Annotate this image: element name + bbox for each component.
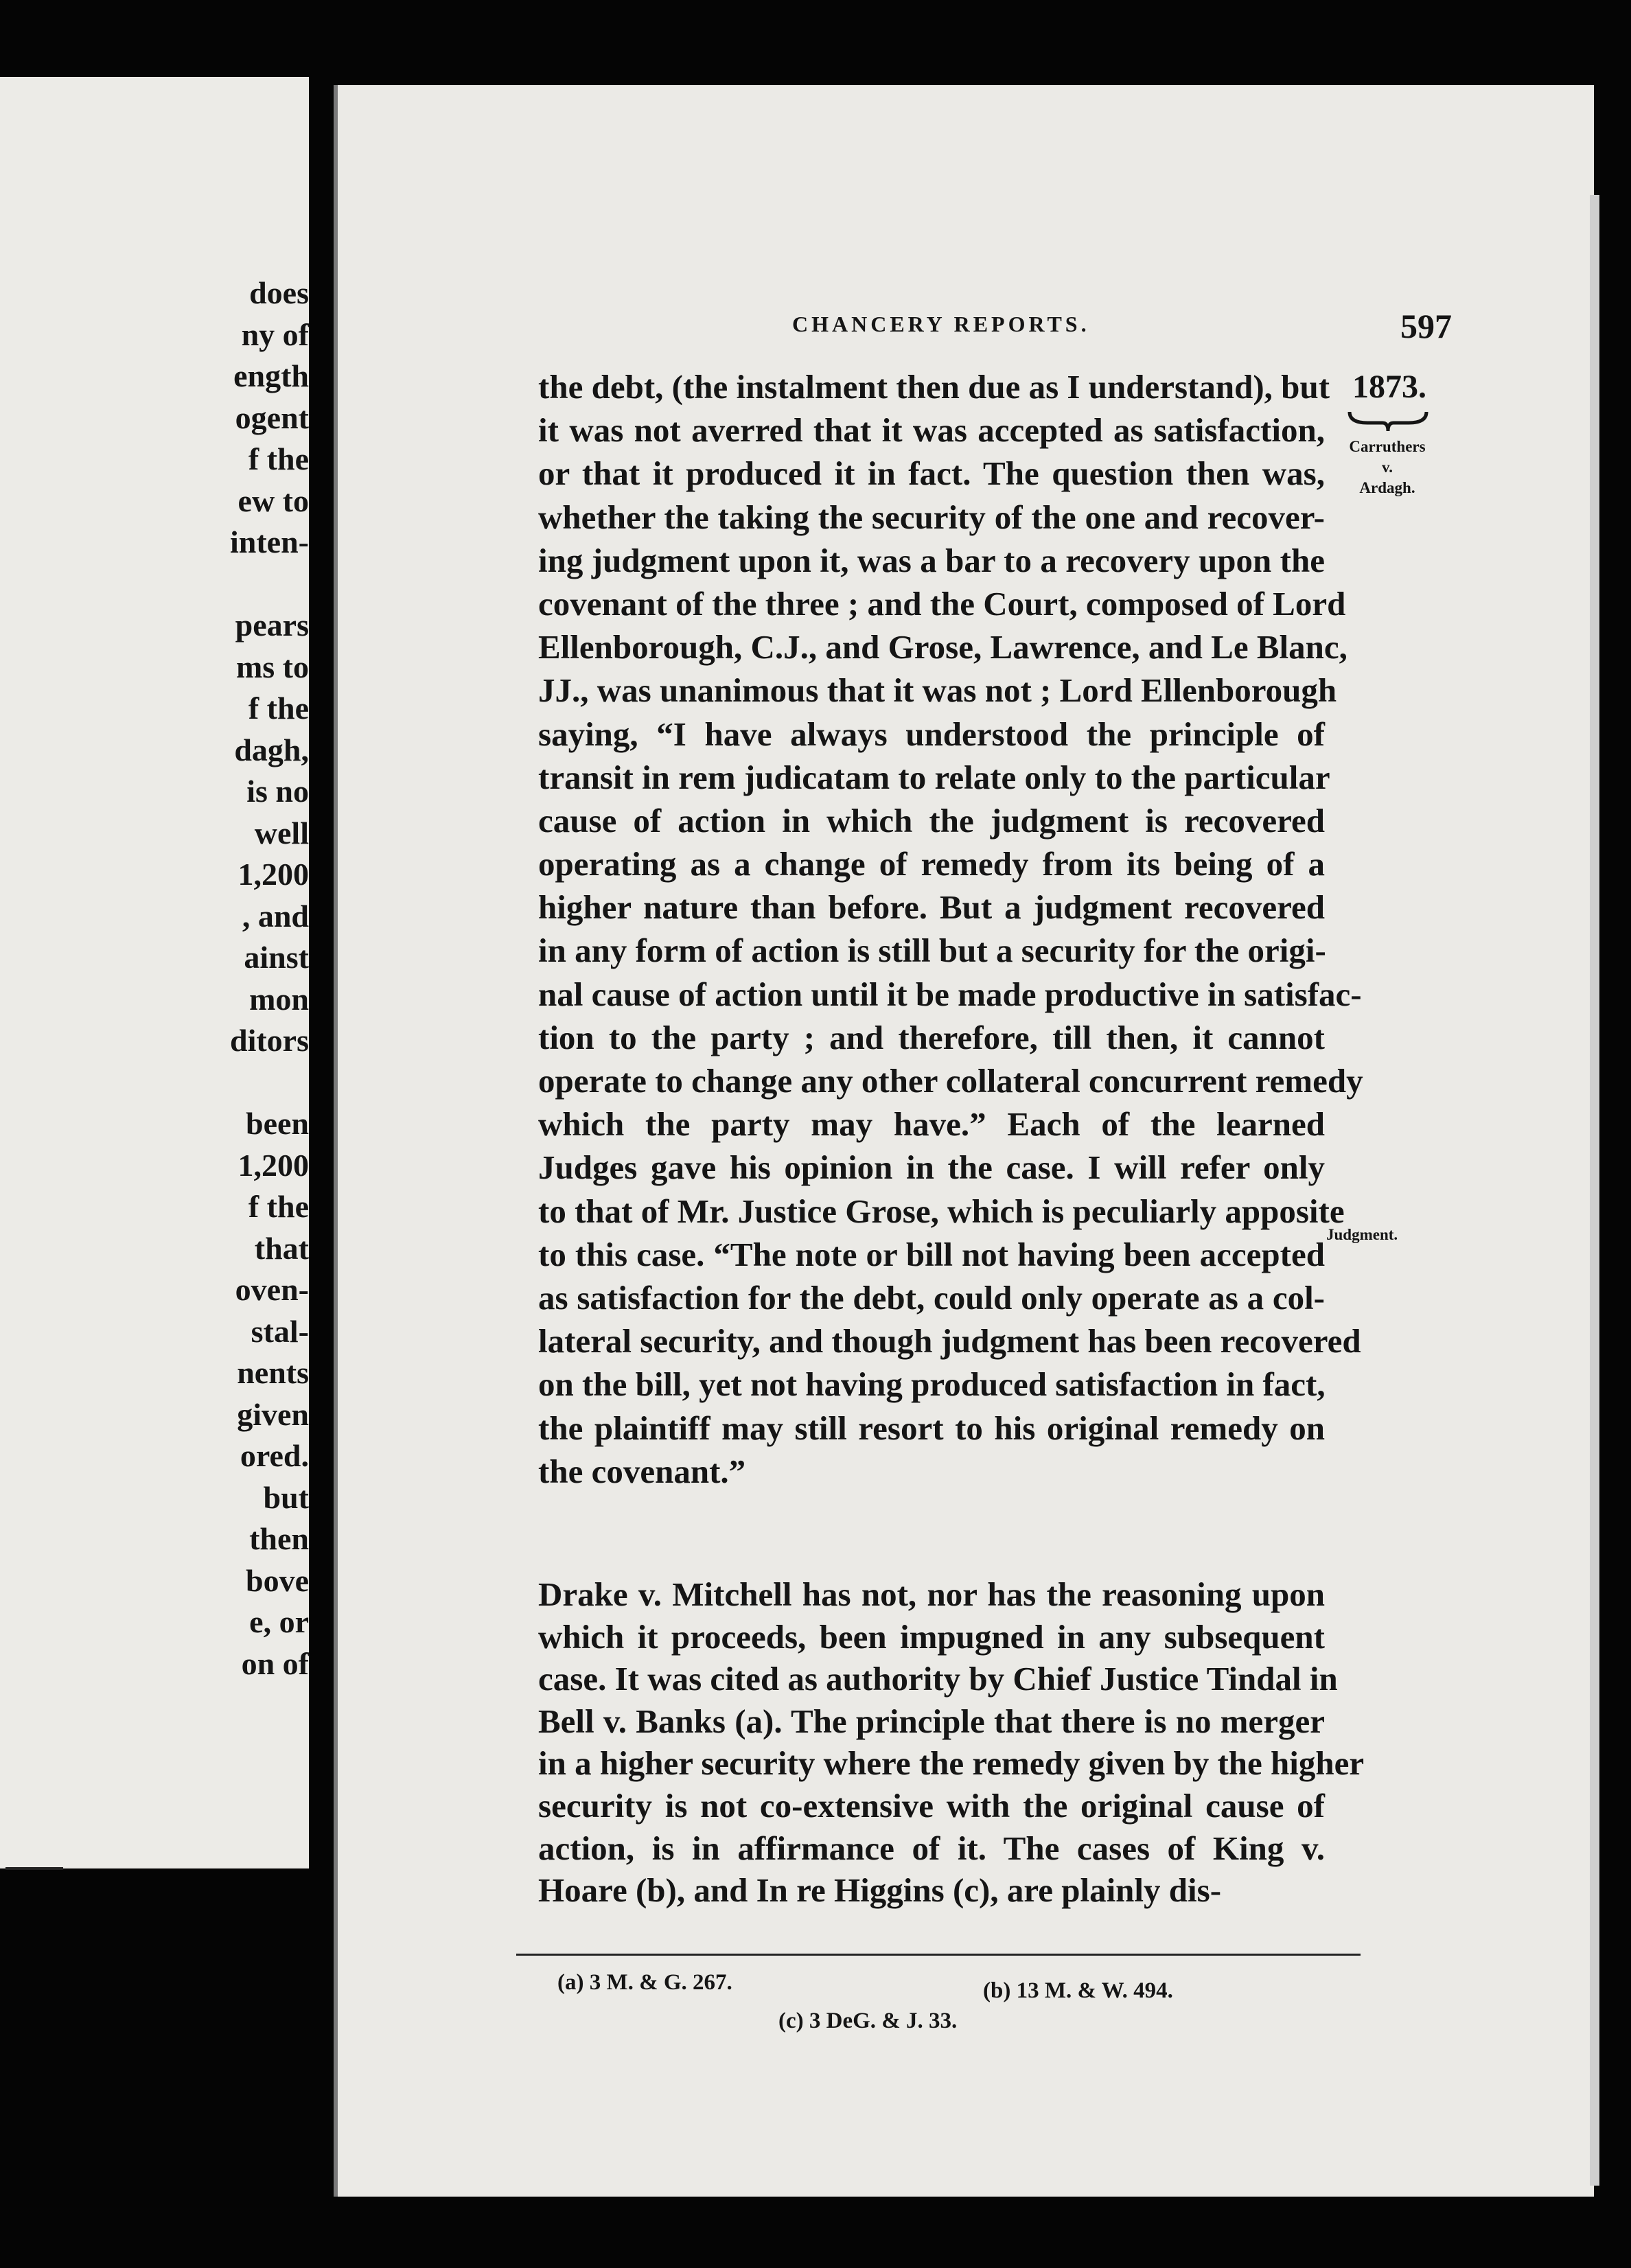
text-line: as satisfaction for the debt, could only operate as a col-	[538, 1278, 1325, 1317]
left-page-line: ored.	[240, 1438, 309, 1473]
left-page-line: ditors	[230, 1023, 309, 1058]
case-name-plaintiff: Carruthers	[1349, 438, 1426, 455]
left-page-line: dagh,	[234, 732, 309, 767]
text-line: Bell v. Banks (a). The principle that there is no merger	[538, 1702, 1325, 1740]
text-line: whether the taking the security of the one and recover-	[538, 498, 1325, 536]
text-line: the plaintiff may still resort to his original remedy on	[538, 1409, 1325, 1447]
left-page-line: given	[237, 1396, 309, 1432]
text-line: on the bill, yet not having produced satisfaction in fact,	[538, 1365, 1326, 1404]
left-facing-page	[0, 77, 309, 1868]
text-line: Ellenborough, C.J., and Grose, Lawrence, and Le Blanc,	[538, 628, 1347, 667]
left-page-line: ength	[233, 358, 309, 393]
text-line: to this case. “The note or bill not having been accepted	[538, 1235, 1325, 1273]
text-line: Hoare (b), and In re Higgins (c), are plainly dis-	[538, 1871, 1222, 1910]
left-page-line: stal-	[251, 1313, 309, 1349]
text-line: or that it produced it in fact. The question then was,	[538, 454, 1325, 493]
left-page-line: f the	[248, 441, 309, 476]
running-head: CHANCERY REPORTS.	[792, 312, 1090, 336]
text-line: in a higher security where the remedy given by the higher	[538, 1744, 1365, 1783]
paragraph-1	[538, 365, 1363, 1493]
margin-judgment-note: Judgment.	[1326, 1226, 1398, 1243]
footnote-a: (a) 3 M. & G. 267.	[557, 1970, 732, 1995]
text-line: nal cause of action until it be made productive in satisfac-	[538, 975, 1362, 1013]
text-line: in any form of action is still but a security for the origi-	[538, 931, 1326, 970]
paragraph-2	[538, 1573, 1365, 1912]
left-page-line: well	[254, 815, 309, 850]
left-page-line: f the	[248, 1189, 309, 1224]
page-edge-shadow	[1590, 195, 1599, 2186]
left-page-line: oven-	[235, 1272, 309, 1307]
left-page-line: ew to	[238, 483, 309, 518]
main-page	[334, 85, 1594, 2197]
footnote-c: (c) 3 DeG. & J. 33.	[778, 2009, 958, 2033]
text-line: which the party may have.” Each of the learned	[538, 1105, 1325, 1144]
left-page-line: 1,200	[238, 1147, 309, 1183]
left-page-line: f the	[248, 691, 309, 726]
left-page-line: ogent	[235, 400, 309, 435]
text-line: saying, “I have always understood the principle of	[538, 715, 1325, 753]
left-page-line: nents	[237, 1355, 309, 1390]
text-line: Drake v. Mitchell has not, nor has the reasoning upon	[538, 1575, 1325, 1613]
text-line: ing judgment upon it, was a bar to a recovery upon the	[538, 541, 1325, 579]
left-page-line: is no	[246, 774, 309, 809]
footnote-b: (b) 13 M. & W. 494.	[983, 1978, 1173, 2003]
page-number: 597	[1400, 307, 1452, 345]
text-line: JJ., was unanimous that it was not ; Lord Ellenborough	[538, 671, 1337, 710]
text-line: higher nature than before. But a judgment recovered	[538, 888, 1325, 927]
left-page-line: that	[254, 1230, 309, 1266]
left-page-line: 1,200	[238, 857, 309, 892]
text-line: covenant of the three ; and the Court, composed of Lord	[538, 584, 1346, 623]
left-page-line: then	[249, 1521, 309, 1556]
left-page-line: pears	[235, 608, 309, 643]
left-page-line: e, or	[249, 1604, 309, 1639]
footnote-rule	[516, 1954, 1361, 1956]
left-page-line: ny of	[241, 316, 309, 352]
margin-year: 1873.	[1352, 369, 1426, 405]
text-line: it was not averred that it was accepted as satisfaction,	[538, 411, 1325, 450]
text-line: to that of Mr. Justice Grose, which is peculiarly apposite	[538, 1192, 1345, 1230]
left-page-line: does	[249, 275, 309, 310]
text-line: lateral security, and though judgment has been recovered	[538, 1322, 1361, 1361]
left-page-line: been	[246, 1106, 309, 1141]
text-line: transit in rem judicatam to relate only to the particular	[538, 758, 1330, 796]
text-line: the covenant.”	[538, 1452, 746, 1490]
text-line: which it proceeds, been impugned in any subsequent	[538, 1617, 1325, 1656]
text-line: operate to change any other collateral concurrent remedy	[538, 1062, 1363, 1100]
text-line: the debt, (the instalment then due as I understand), but	[538, 368, 1330, 406]
text-line: security is not co-extensive with the original cause of	[538, 1786, 1325, 1825]
left-page-line: ainst	[244, 940, 309, 975]
left-page-line: inten-	[230, 524, 309, 559]
text-line: operating as a change of remedy from its being of a	[538, 845, 1325, 883]
text-line: case. It was cited as authority by Chief Justice Tindal in	[538, 1660, 1338, 1698]
text-line: cause of action in which the judgment is recovered	[538, 801, 1325, 840]
text-line: Judges gave his opinion in the case. I will refer only	[538, 1148, 1325, 1187]
left-page-line: mon	[249, 981, 309, 1017]
left-page-line: on of	[241, 1645, 309, 1681]
left-page-rule	[5, 1867, 63, 1870]
curly-brace-icon	[1347, 408, 1429, 435]
case-versus: v.	[1382, 459, 1393, 476]
text-line: tion to the party ; and therefore, till then, it cannot	[538, 1018, 1325, 1056]
case-name-defendant: Ardagh.	[1359, 479, 1415, 496]
text-line: action, is in affirmance of it. The cases of King v.	[538, 1829, 1325, 1867]
left-page-line: but	[263, 1479, 309, 1515]
margin-case-title	[1344, 437, 1431, 498]
left-page-line: , and	[242, 898, 309, 934]
left-page-line: bove	[246, 1562, 309, 1598]
left-page-line: ms to	[235, 649, 309, 684]
